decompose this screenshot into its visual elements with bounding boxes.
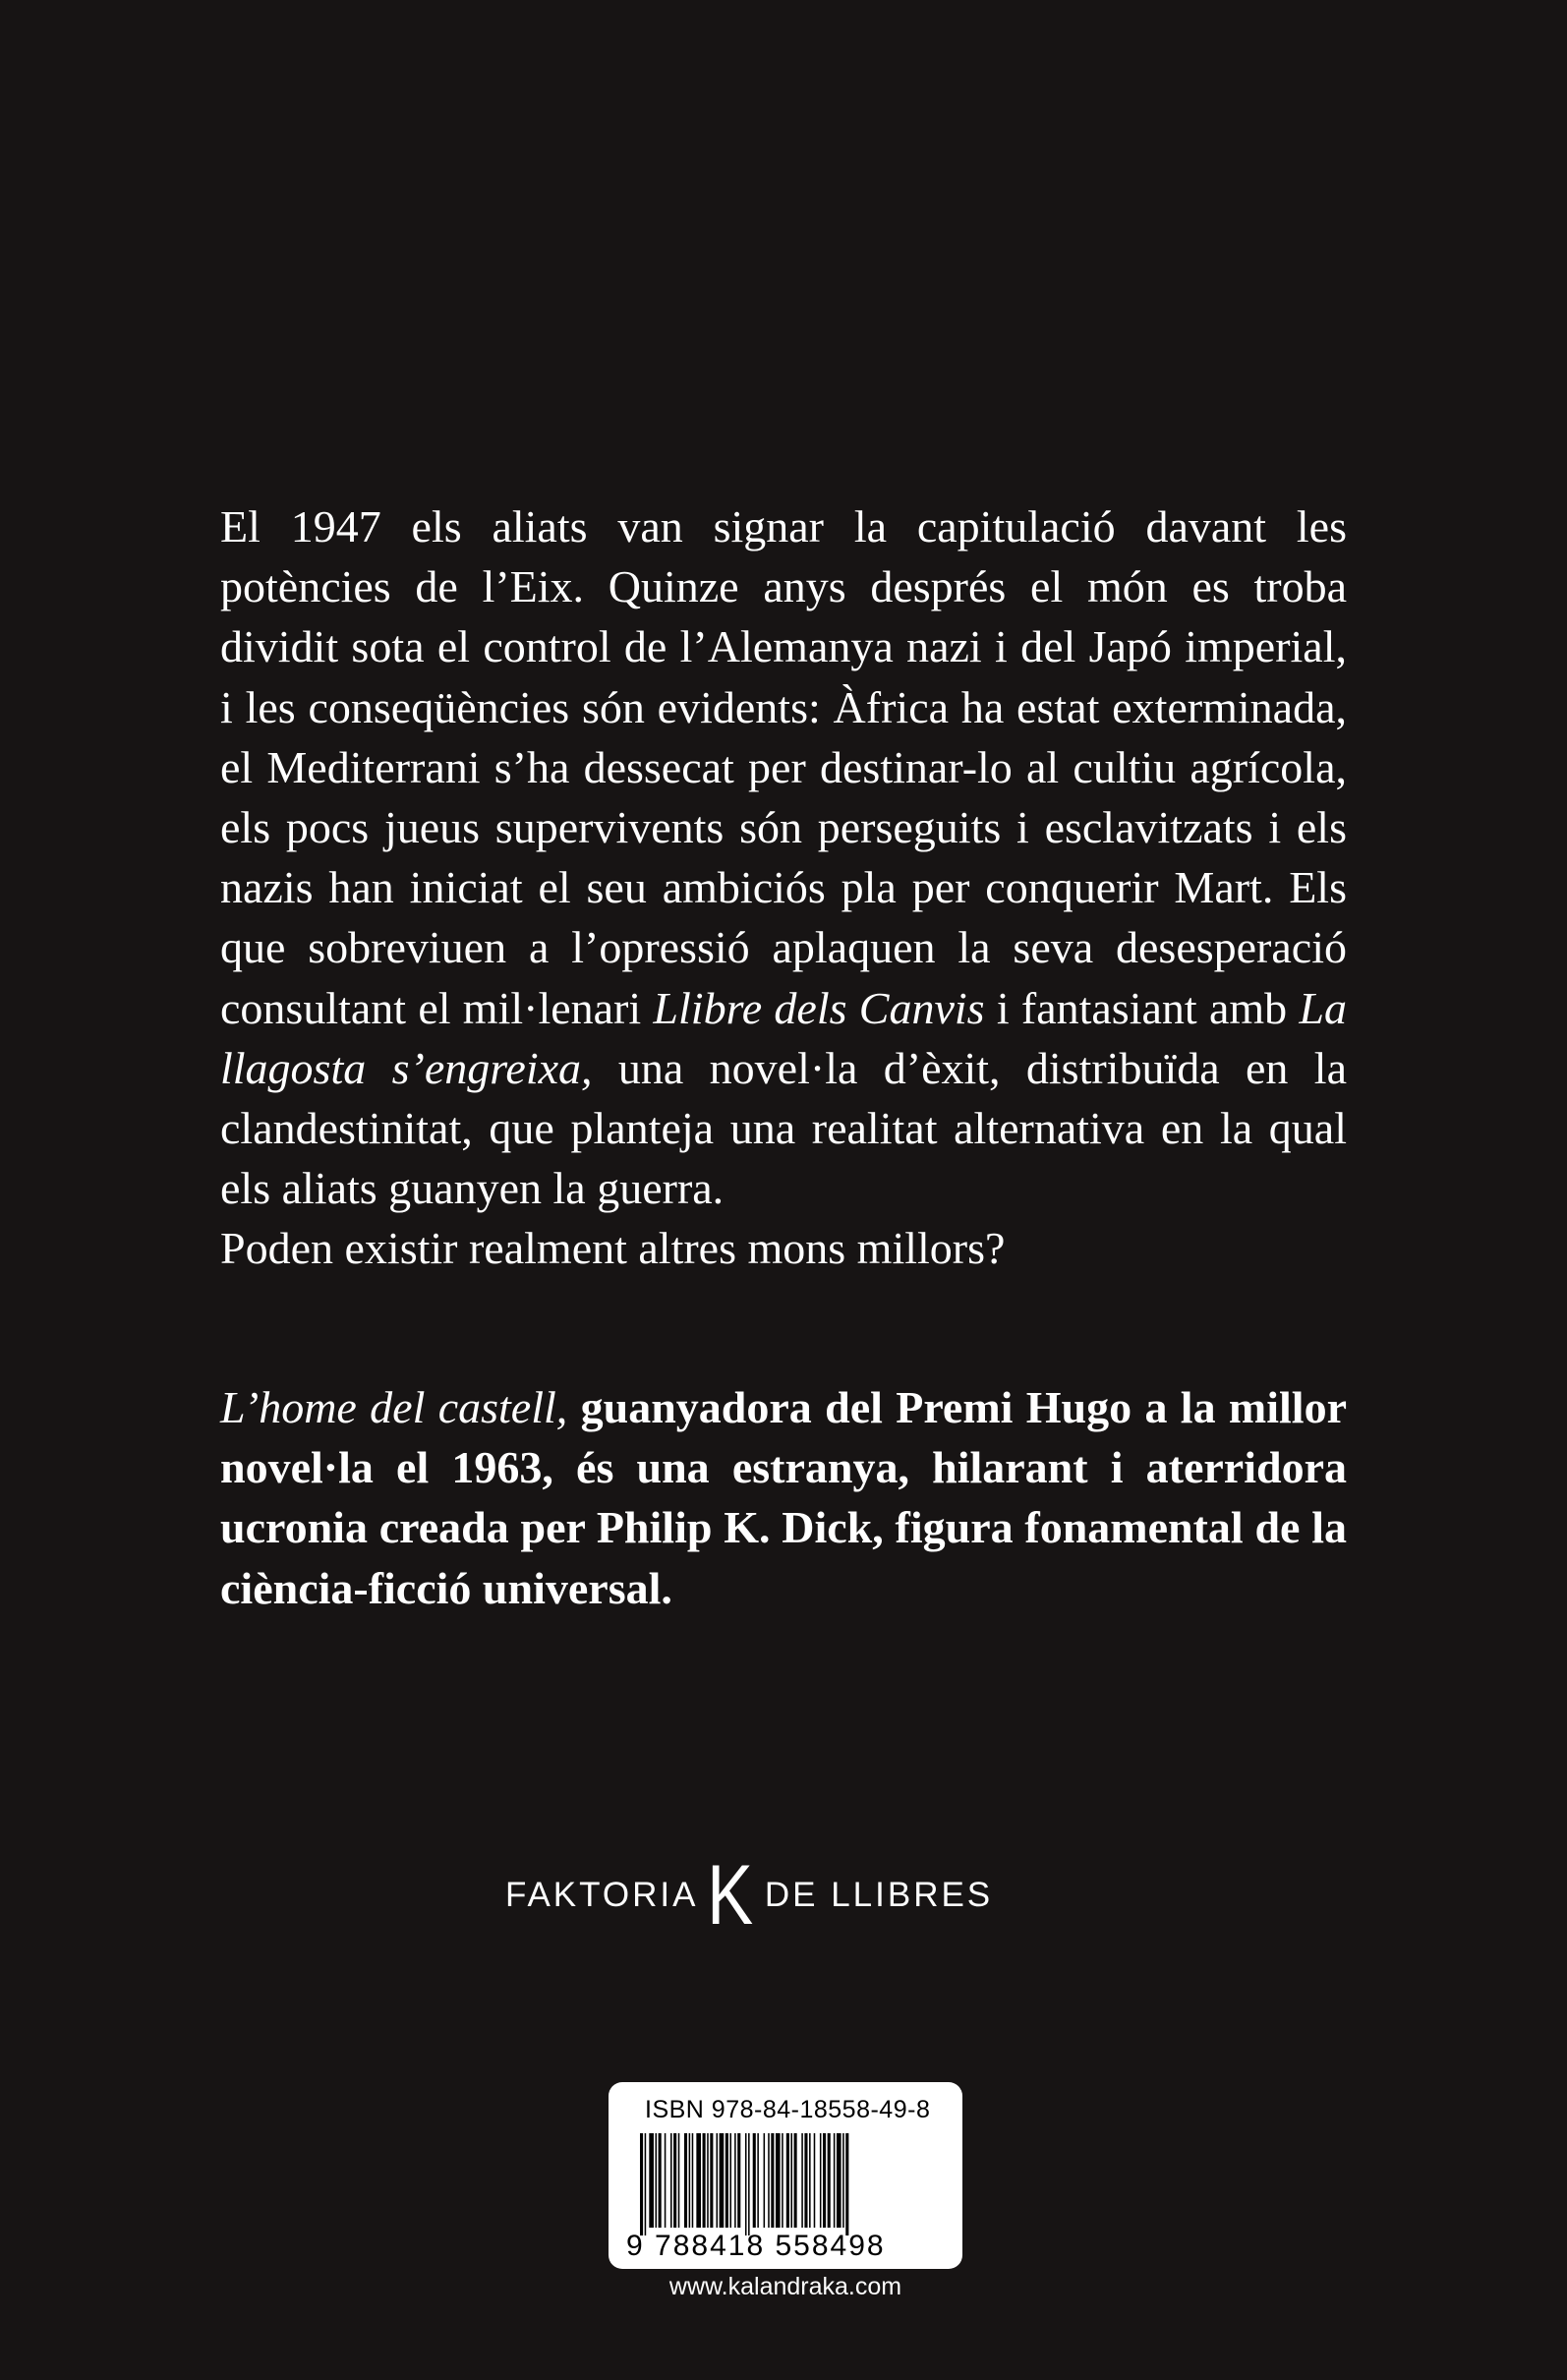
barcode-bar [670, 2133, 672, 2228]
blurb-text-1: El 1947 els aliats van signar la capitulació davant les potències de l’Eix. Quinze anys després el món es troba dividit sota el control de l’Alemanya nazi i del Japó imperial, i les conseqüències són evidents: Àfrica ha estat exterminada, el Mediterrani s’ha dessecat per destinar-lo al cultiu agrícola, els pocs jueus supervivents són perseguits i esclavitzats i els nazis han iniciat el seu ambiciós pla per conquerir Mart. Els que sobreviuen a l’opressió aplaquen la seva desesperació consultant el mil·lenari [220, 501, 1347, 1033]
barcode-bar [745, 2133, 747, 2235]
pitch-text: guanyadora del Premi Hugo a la millor novel·la el 1963, és una estranya, hilarant i aterridora ucronia creada per Philip K. Dick, figura fonamental de la ciència-ficció universal. [220, 1382, 1347, 1613]
blurb-closing-question: Poden existir realment altres mons millors? [220, 1223, 1006, 1274]
barcode-bar [771, 2133, 774, 2228]
barcode-bar [640, 2133, 643, 2235]
publisher-website: www.kalandraka.com [668, 2273, 902, 2300]
barcode-bar [710, 2133, 713, 2228]
isbn-label: ISBN 978-84-18558-49-8 [645, 2096, 931, 2123]
barcode-bar [717, 2133, 719, 2228]
barcode-bar [725, 2133, 728, 2228]
barcode-bar [820, 2133, 822, 2228]
barcode-bar [842, 2133, 844, 2228]
blurb-text-3: una novel·la d’èxit, distribuïda en la clandestinitat, que planteja una realitat alternativa en la qual els aliats guanyen la guerra. [220, 1042, 1347, 1214]
barcode-bar [834, 2133, 836, 2228]
publisher-word-de-llibres: DE LLIBRES [764, 1876, 994, 1914]
barcode-bar [665, 2133, 667, 2228]
publisher-logo [505, 1848, 994, 1943]
barcode-bar [678, 2133, 680, 2228]
blurb-paragraph [220, 496, 1347, 1218]
barcode-bar [786, 2133, 789, 2228]
barcode-bar [837, 2133, 842, 2228]
barcode-bar [649, 2133, 654, 2228]
barcode-bar [689, 2133, 691, 2228]
blurb-text-2: i fantasiant amb [984, 982, 1300, 1033]
ean-digits: 9 788418 558498 [626, 2230, 886, 2262]
barcode-bar [656, 2133, 658, 2228]
barcode-bar [845, 2133, 848, 2235]
barcode-bar [707, 2133, 709, 2228]
barcode-bar [794, 2133, 797, 2228]
pitch-book-title: L’home del castell, [220, 1382, 568, 1432]
barcode-bar [757, 2133, 759, 2228]
barcode-bar [737, 2133, 740, 2228]
barcode-bar [748, 2133, 750, 2235]
barcode-bar [764, 2133, 766, 2228]
publisher-word-faktoria: FAKTORIA [505, 1876, 699, 1914]
barcode-bar [729, 2133, 731, 2228]
barcode-bar [645, 2133, 647, 2235]
barcode-bar [782, 2133, 784, 2228]
barcode-bar [814, 2133, 816, 2228]
barcode-bar [801, 2133, 803, 2228]
back-cover-blurb [220, 496, 1347, 1279]
blurb-title-la-llagosta: La llagosta s’engreixa, [220, 982, 1347, 1093]
barcode-bar [823, 2133, 826, 2228]
barcode-bar [809, 2133, 811, 2228]
book-pitch [220, 1377, 1347, 1618]
barcode-bar [828, 2133, 831, 2228]
barcode-bar [776, 2133, 781, 2228]
barcode-bar [692, 2133, 694, 2228]
barcode-bar [659, 2133, 662, 2228]
isbn-barcode [609, 2082, 962, 2269]
barcode-bar [804, 2133, 807, 2228]
barcode-bar [703, 2133, 706, 2228]
publisher-k-letter: K [707, 1848, 754, 1943]
barcode-bar [673, 2133, 676, 2228]
barcode-bar [684, 2133, 687, 2228]
barcode-bar [734, 2133, 736, 2228]
barcode-bar [790, 2133, 792, 2228]
blurb-title-llibre-dels-canvis: Llibre dels Canvis [653, 982, 985, 1033]
barcode-bar [696, 2133, 701, 2228]
barcode-bars [640, 2133, 935, 2235]
barcode-bar [753, 2133, 756, 2228]
barcode-bar [720, 2133, 725, 2228]
barcode-bar [768, 2133, 770, 2228]
